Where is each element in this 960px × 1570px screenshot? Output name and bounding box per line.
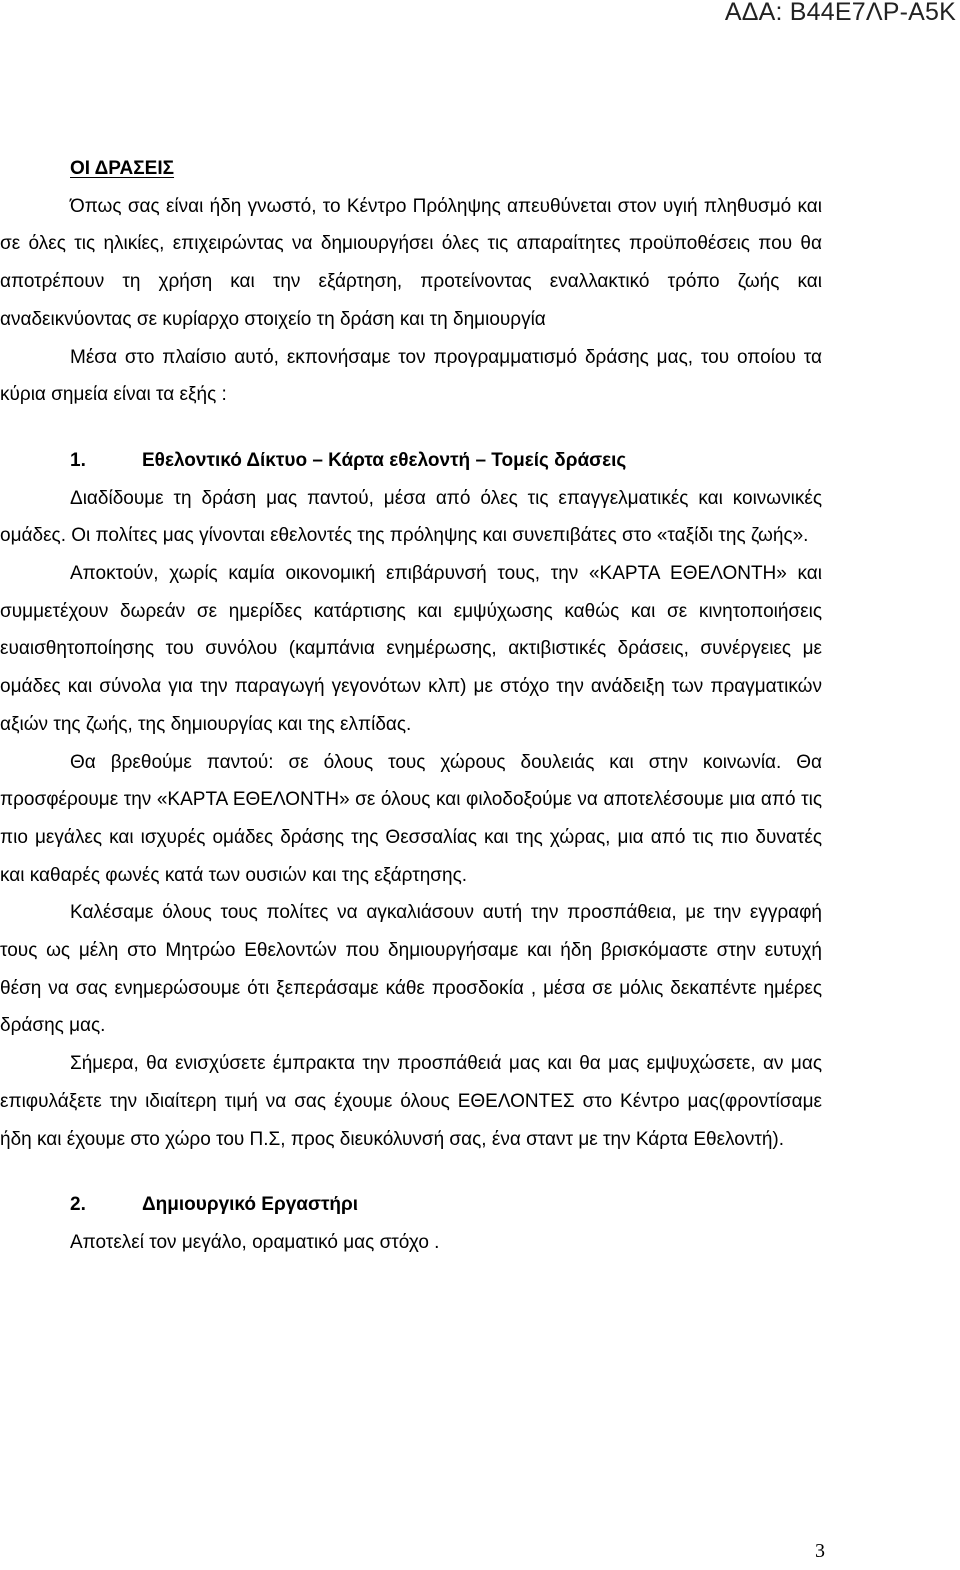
item-number: 2. xyxy=(70,1194,86,1216)
intro-paragraph: Μέσα στο πλαίσιο αυτό, εκπονήσαμε τον προγραμματισμό δράσης μας, του οποίου τα κύρια σημεία είναι τα εξής : xyxy=(0,346,822,406)
body-paragraph: Διαδίδουμε τη δράση μας παντού, μέσα από όλες τις επαγγελματικές και κοινωνικές ομάδες. Οι πολίτες μας γίνονται εθελοντές της πρόληψης και συνεπιβάτες στο «ταξίδι της ζωής». xyxy=(0,487,822,547)
item-title: Εθελοντικό Δίκτυο – Κάρτα εθελοντή – Τομείς δράσεις xyxy=(142,449,627,471)
body-paragraph: Σήμερα, θα ενισχύσετε έμπρακτα την προσπάθειά μας και θα μας εμψυχώσετε, αν μας επιφυλάξετε την ιδιαίτερη τιμή να σας έχουμε όλους ΕΘΕΛΟΝΤΕΣ στο Κέντρο μας(φροντίσαμε ήδη και έχουμε στο χώρο του Π.Σ, προς διευκόλυνσή σας, ένα σταντ με την Κάρτα Εθελοντή). xyxy=(0,1053,822,1150)
body-paragraph: Αποκτούν, χωρίς καμία οικονομική επιβάρυνσή τους, την «ΚΑΡΤΑ ΕΘΕΛΟΝΤΗ» και συμμετέχουν δωρεάν σε ημερίδες κατάρτισης και εμψύχωσης καθώς και σε κινητοποιήσεις ευαισθητοποίησης του συνόλου (καμπάνια ενημέρωσης, ακτιβιστικές δράσεις, συνέργειες με ομάδες και σύνολα για την παραγωγή γεγονότων κλπ) με στόχο την ανάδειξη των πραγματικών αξιών της ζωής, της δημιουργίας και της ελπίδας. xyxy=(0,563,822,735)
document-body xyxy=(0,150,822,1262)
item-number: 1. xyxy=(70,449,86,471)
body-paragraph: Καλέσαμε όλους τους πολίτες να αγκαλιάσουν αυτή την προσπάθεια, με την εγγραφή τους ως μέλη στο Μητρώο Εθελοντών που δημιουργήσαμε και ήδη βρισκόμαστε στην ευτυχή θέση να σας ενημερώσουμε ότι ξεπεράσαμε κάθε προσδοκία , μέσα σε μόλις δεκαπέντε ημέρες δράσης μας. xyxy=(0,902,822,1037)
ada-code: ΑΔΑ: Β44Ε7ΛΡ-Α5Κ xyxy=(724,0,956,26)
item-2-heading xyxy=(0,1186,822,1224)
section-heading: ΟΙ ΔΡΑΣΕΙΣ xyxy=(70,158,175,179)
item-title: Δημιουργικό Εργαστήρι xyxy=(142,1194,359,1216)
item-1-heading xyxy=(0,442,822,480)
intro-paragraph: Όπως σας είναι ήδη γνωστό, το Κέντρο Πρόληψης απευθύνεται στον υγιή πληθυσμό και σε όλες τις ηλικίες, επιχειρώντας να δημιουργήσει όλες τις απαραίτητες προϋποθέσεις που θα αποτρέπουν τη χρήση και την εξάρτηση, προτείνοντας εναλλακτικό τρόπο ζωής και αναδεικνύοντας σε κυρίαρχο στοιχείο τη δράση και τη δημιουργία xyxy=(0,195,822,330)
page-number: 3 xyxy=(815,1540,825,1562)
body-paragraph: Θα βρεθούμε παντού: σε όλους τους χώρους δουλειάς και στην κοινωνία. Θα προσφέρουμε την «ΚΑΡΤΑ ΕΘΕΛΟΝΤΗ» σε όλους και φιλοδοξούμε να αποτελέσουμε μια από τις πιο μεγάλες και ισχυρές ομάδες δράσης της Θεσσαλίας και της χώρας, μια από τις πιο δυνατές και καθαρές φωνές κατά των ουσιών και της εξάρτησης. xyxy=(0,751,822,886)
body-paragraph: Αποτελεί τον μεγάλο, οραματικό μας στόχο . xyxy=(70,1231,440,1253)
